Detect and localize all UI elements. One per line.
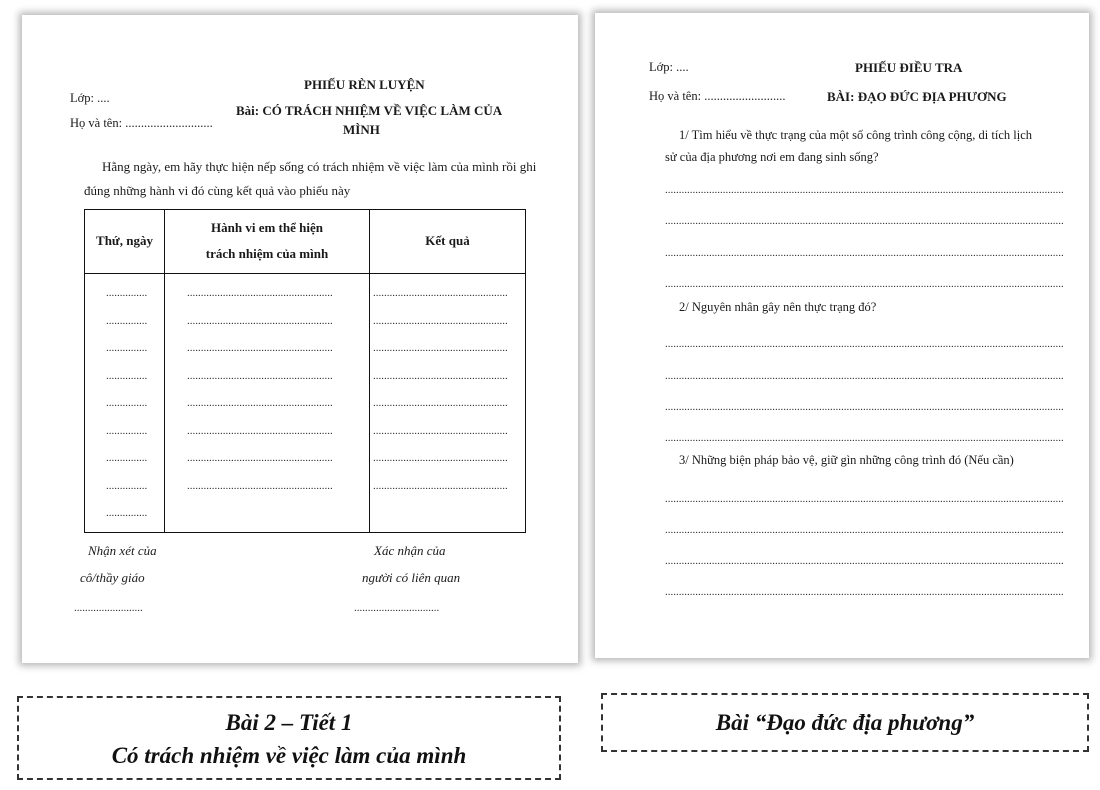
- related-confirm-dots: ...............................: [354, 602, 440, 614]
- class-label-right: Lớp: ....: [649, 60, 689, 74]
- related-confirm-label2: người có liên quan: [362, 570, 461, 585]
- answer-line-q3-4[interactable]: .................................................................................................................................................: [665, 586, 1064, 598]
- answer-line-q1-3[interactable]: .................................................................................................................................................: [665, 247, 1064, 259]
- table-row-2-c3: .................................................: [373, 314, 508, 327]
- student-name-label: Họ và tên: ............................: [70, 116, 213, 130]
- answer-line-q3-3[interactable]: .................................................................................................................................................: [665, 555, 1064, 567]
- table-row-3-c3: .................................................: [373, 342, 508, 354]
- answer-line-q1-2[interactable]: .................................................................................................................................................: [665, 215, 1064, 227]
- worksheet-ren-luyen: [22, 15, 578, 663]
- caption-local-ethics: [601, 693, 1089, 752]
- table-row-5-c1: ...............: [106, 397, 148, 409]
- answer-line-q2-3[interactable]: .................................................................................................................................................: [665, 401, 1064, 413]
- table-row-7-c3: .................................................: [373, 452, 508, 464]
- answer-line-q1-1[interactable]: .................................................................................................................................................: [665, 184, 1064, 196]
- table-row-6-c2: .....................................................: [187, 424, 333, 437]
- col-header-behavior-line2: trách nhiệm của mình: [205, 246, 329, 261]
- survey-title: PHIẾU ĐIỀU TRA: [855, 60, 963, 75]
- class-label: Lớp: ....: [70, 91, 110, 105]
- caption-right-text: Bài “Đạo đức địa phương”: [715, 710, 975, 735]
- caption-left-line2: Có trách nhiệm về việc làm của mình: [111, 743, 467, 768]
- lesson-title-line1: Bài: CÓ TRÁCH NHIỆM VỀ VIỆC LÀM CỦA: [236, 103, 503, 118]
- col-header-behavior-line1: Hành vi em thể hiện: [211, 220, 323, 235]
- question-3: 3/ Những biện pháp bảo vệ, giữ gìn những công trình đó (Nếu cần): [679, 453, 1014, 467]
- worksheet-title: PHIẾU RÈN LUYỆN: [304, 77, 425, 92]
- table-row-1-c3: .................................................: [373, 287, 508, 299]
- answer-line-q2-4[interactable]: .................................................................................................................................................: [665, 432, 1064, 444]
- caption-left-line1: Bài 2 – Tiết 1: [225, 710, 353, 735]
- table-row-2-c1: ...............: [106, 314, 148, 327]
- instruction-text: Hằng ngày, em hãy thực hiện nếp sống có trách nhiệm về việc làm của mình rồi ghi đúng những hành vi đó cùng kết quả vào phiếu này: [84, 159, 537, 198]
- table-row-6-c1: ...............: [106, 424, 148, 437]
- worksheet-dieu-tra: [595, 13, 1089, 658]
- col-header-result: Kết quả: [425, 233, 470, 248]
- col-header-date: Thứ, ngày: [96, 233, 153, 248]
- table-row-4-c3: .................................................: [373, 369, 508, 382]
- table-row-3-c1: ...............: [106, 342, 148, 354]
- teacher-comment-dots: .........................: [74, 602, 143, 614]
- table-row-3-c2: .....................................................: [187, 342, 333, 354]
- record-table: [84, 209, 526, 533]
- question-1: 1/ Tìm hiểu về thực trạng của một số công trình công cộng, di tích lịch sử của địa phương nơi em đang sinh sống?: [665, 128, 1032, 164]
- table-row-4-c1: ...............: [106, 369, 148, 382]
- answer-line-q3-1[interactable]: .................................................................................................................................................: [665, 493, 1064, 505]
- question-2: 2/ Nguyên nhân gây nên thực trạng đó?: [679, 300, 877, 314]
- answer-line-q2-2[interactable]: .................................................................................................................................................: [665, 370, 1064, 382]
- table-row-5-c2: .....................................................: [187, 397, 333, 409]
- table-row-7-c2: .....................................................: [187, 452, 333, 464]
- table-row-9-c1: ...............: [106, 507, 148, 519]
- table-row-1-c2: .....................................................: [187, 287, 333, 299]
- student-name-label-right: Họ và tên: ..........................: [649, 89, 786, 103]
- teacher-comment-label1: Nhận xét của: [88, 543, 157, 558]
- answer-line-q1-4[interactable]: .................................................................................................................................................: [665, 278, 1064, 290]
- table-row-8-c3: .................................................: [373, 479, 508, 492]
- survey-lesson: BÀI: ĐẠO ĐỨC ĐỊA PHƯƠNG: [827, 89, 1007, 104]
- teacher-comment-label2: cô/thầy giáo: [80, 570, 145, 585]
- lesson-title-line2: MÌNH: [343, 122, 380, 137]
- table-row-2-c2: .....................................................: [187, 314, 333, 327]
- caption-lesson-2: [17, 696, 561, 780]
- table-row-7-c1: ...............: [106, 452, 148, 464]
- table-row-5-c3: .................................................: [373, 397, 508, 409]
- answer-line-q2-1[interactable]: .................................................................................................................................................: [665, 338, 1064, 350]
- related-confirm-label1: Xác nhận của: [374, 543, 446, 558]
- table-row-1-c1: ...............: [106, 287, 148, 299]
- table-row-8-c2: .....................................................: [187, 479, 333, 492]
- table-row-4-c2: .....................................................: [187, 369, 333, 382]
- table-row-8-c1: ...............: [106, 479, 148, 492]
- table-row-6-c3: .................................................: [373, 424, 508, 437]
- answer-line-q3-2[interactable]: .................................................................................................................................................: [665, 524, 1064, 536]
